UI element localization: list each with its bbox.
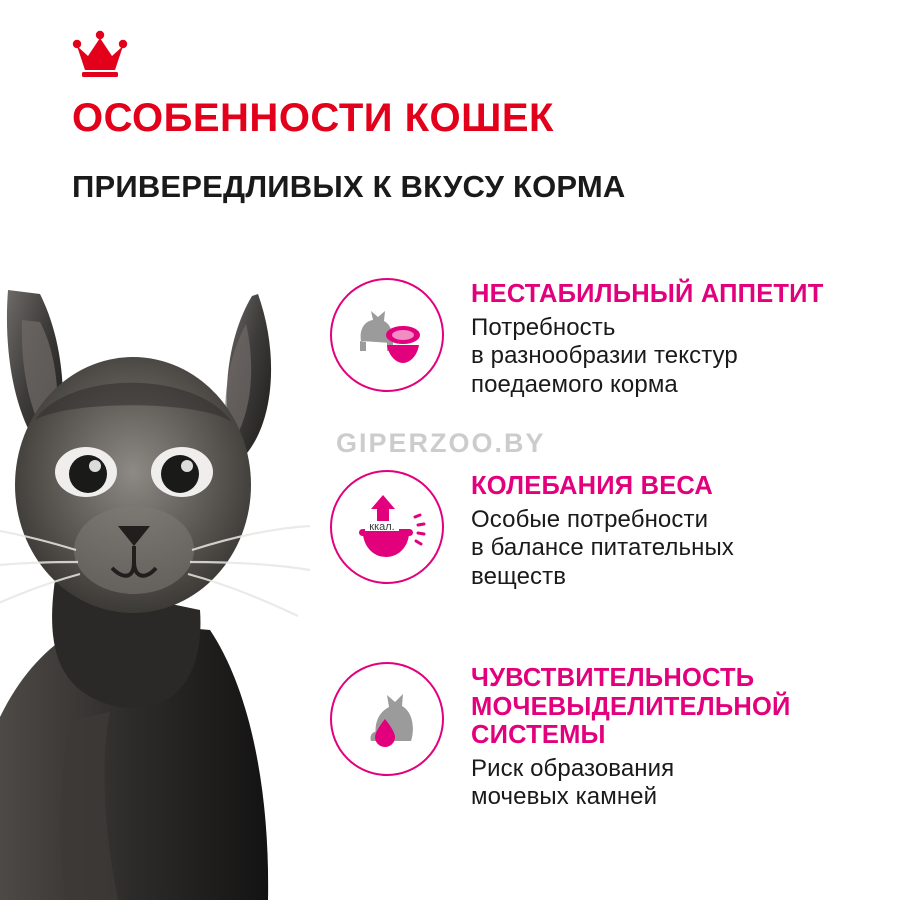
royal-canin-crown-icon — [68, 30, 132, 78]
page-title: ОСОБЕННОСТИ КОШЕК — [72, 96, 554, 140]
feature-text — [471, 278, 823, 400]
cat-eating-bowl-icon — [330, 278, 444, 392]
page-subtitle: ПРИВЕРЕДЛИВЫХ К ВКУСУ КОРМА — [72, 169, 626, 204]
feature-body: Риск образования мочевых камней — [471, 754, 675, 811]
feature-text — [471, 470, 734, 592]
feature-item — [330, 662, 791, 812]
calorie-bowl-arrow-icon — [330, 470, 444, 584]
watermark: GIPERZOO.BY — [336, 428, 546, 458]
feature-item — [330, 278, 823, 400]
feature-text — [471, 662, 791, 812]
cat-photo — [0, 250, 330, 900]
feature-title: НЕСТАБИЛЬНЫЙ АППЕТИТ — [471, 280, 824, 308]
feature-item — [330, 470, 734, 592]
calorie-label: ккал. — [369, 521, 395, 533]
feature-title: ЧУВСТВИТЕЛЬНОСТЬ МОЧЕВЫДЕЛИТЕЛЬНОЙ СИСТЕМЫ — [471, 664, 791, 750]
feature-body: Потребность в разнообразии текстур поедаемого корма — [471, 313, 738, 399]
feature-body: Особые потребности в балансе питательных веществ — [471, 505, 734, 591]
feature-title: КОЛЕБАНИЯ ВЕСА — [471, 472, 714, 500]
cat-urinary-drop-icon — [330, 662, 444, 776]
